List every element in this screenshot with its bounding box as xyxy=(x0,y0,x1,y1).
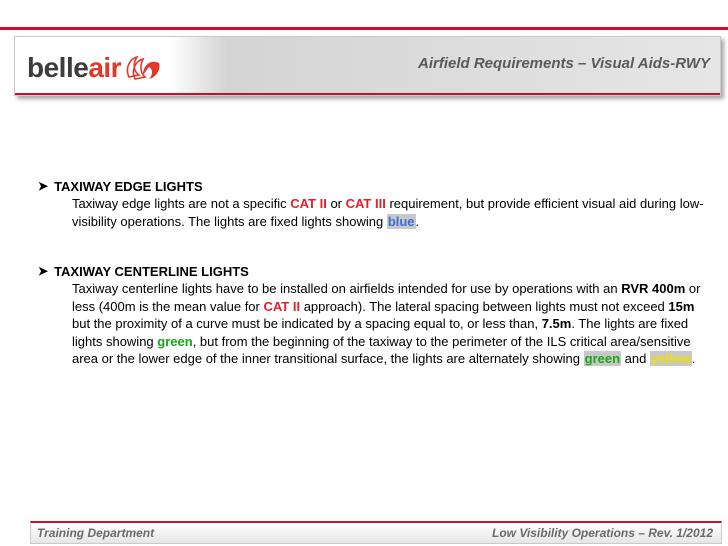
bullet-paragraph xyxy=(72,195,707,230)
top-red-rule xyxy=(0,27,728,30)
bullet-taxiway-centerline-lights xyxy=(38,263,707,368)
text-run: approach). The lateral spacing between lights must not exceed xyxy=(300,298,669,314)
text-run: and xyxy=(621,351,650,366)
bullet-heading xyxy=(38,263,707,280)
slide-title: Airfield Requirements – Visual Aids-RWY xyxy=(417,55,710,72)
yellow-highlight: yellow xyxy=(650,351,691,366)
cat-ii-highlight: CAT II xyxy=(290,196,327,211)
arrow-bullet-icon: ➤ xyxy=(38,179,49,193)
belleair-logo xyxy=(27,51,163,85)
spacing-15m-emphasis: 15m xyxy=(668,298,695,314)
text-run: Taxiway edge lights are not a specific xyxy=(72,196,291,211)
bird-mark-icon xyxy=(123,51,163,85)
slide-header xyxy=(14,36,721,96)
cat-ii-highlight: CAT II xyxy=(263,298,301,314)
slide-footer xyxy=(30,521,722,544)
text-run: but the proximity of a curve must be indicated by a spacing equal to, or less than, xyxy=(72,316,542,331)
rvr-emphasis: RVR 400m xyxy=(621,281,686,296)
cat-iii-highlight: CAT III xyxy=(345,196,386,211)
bullet-heading-text: TAXIWAY CENTERLINE LIGHTS xyxy=(54,264,249,279)
footer-revision: Low Visibility Operations – Rev. 1/2012 xyxy=(492,526,713,540)
text-run: . xyxy=(691,351,696,366)
green-emphasis: green xyxy=(157,333,193,349)
text-run: requirement, but provide efficient visual aid during low-visibility operations. The lights are fixed lights showing xyxy=(72,196,704,229)
bullet-paragraph xyxy=(72,280,707,368)
bullet-heading-text: TAXIWAY EDGE LIGHTS xyxy=(54,179,203,194)
text-run: . The lights are fixed lights showing xyxy=(72,316,689,349)
footer-department: Training Department xyxy=(37,526,155,540)
arrow-bullet-icon: ➤ xyxy=(38,264,49,278)
spacing-7-5m-emphasis: 7.5m xyxy=(541,316,572,331)
text-run: Taxiway centerline lights have to be installed on airfields intended for use by operations with an xyxy=(72,281,622,296)
logo-wordmark: belleair xyxy=(27,52,122,83)
header-red-underline xyxy=(15,93,720,95)
text-run: . xyxy=(415,213,420,229)
text-run: , but from the beginning of the taxiway to the perimeter of the ILS critical area/sensitive area or the lower edge of the inner transitional surface, the lights are alternately showing xyxy=(72,333,691,366)
text-run: or xyxy=(326,196,346,211)
text-run: or less (400m is the mean value for xyxy=(72,281,701,314)
bullet-heading xyxy=(38,178,707,195)
green-highlight: green xyxy=(584,351,621,366)
bullet-taxiway-edge-lights xyxy=(38,178,707,230)
blue-highlight: blue xyxy=(387,213,415,229)
